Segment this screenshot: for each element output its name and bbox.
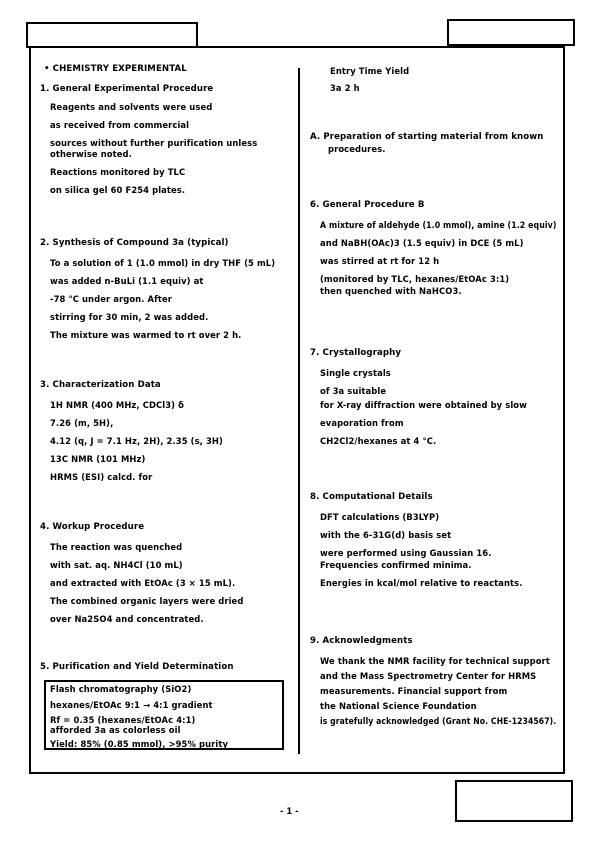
section-line: 13C NMR (101 MHz) xyxy=(50,454,146,464)
column-divider xyxy=(298,68,300,754)
section-line: -78 °C under argon. After xyxy=(50,294,172,304)
section-line: HRMS (ESI) calcd. for xyxy=(50,472,153,482)
section-line: of 3a suitable xyxy=(320,386,387,396)
header-tab-right xyxy=(447,19,575,46)
yield-box xyxy=(44,680,284,750)
section-line: for X-ray diffraction were obtained by slow xyxy=(320,400,527,410)
section-line: afforded 3a as colorless oil xyxy=(50,725,181,735)
section-line: (monitored by TLC, hexanes/EtOAc 3:1) xyxy=(320,274,510,284)
section-line: sources without further purification unless xyxy=(50,138,258,148)
section-line: The mixture was warmed to rt over 2 h. xyxy=(50,330,242,340)
section-line: was stirred at rt for 12 h xyxy=(320,256,440,266)
section-heading: 4. Workup Procedure xyxy=(40,522,145,532)
section-heading: 5. Purification and Yield Determination xyxy=(40,662,234,672)
section-line: Reactions monitored by TLC xyxy=(50,167,186,177)
section-heading: 8. Computational Details xyxy=(310,492,433,502)
section-line: the National Science Foundation xyxy=(320,701,477,711)
section-heading: 7. Crystallography xyxy=(310,348,402,358)
section-line: The reaction was quenched xyxy=(50,542,183,552)
section-line: Reagents and solvents were used xyxy=(50,102,213,112)
section-line: To a solution of 1 (1.0 mmol) in dry THF (5 mL) xyxy=(50,258,276,268)
header-tab-left xyxy=(26,22,198,48)
section-line: Energies in kcal/mol relative to reactants. xyxy=(320,578,523,588)
section-heading: 1. General Experimental Procedure xyxy=(40,84,214,94)
section-line: on silica gel 60 F254 plates. xyxy=(50,185,186,195)
document-title: • CHEMISTRY EXPERIMENTAL xyxy=(44,64,187,74)
section-line: 4.12 (q, J = 7.1 Hz, 2H), 2.35 (s, 3H) xyxy=(50,436,223,446)
section-line: is gratefully acknowledged (Grant No. CHE-1234567). xyxy=(320,716,557,726)
section-heading: 9. Acknowledgments xyxy=(310,636,413,646)
section-heading: A. Preparation of starting material from known xyxy=(310,132,544,142)
section-line: as received from commercial xyxy=(50,120,190,130)
section-heading: 2. Synthesis of Compound 3a (typical) xyxy=(40,238,229,248)
section-line: over Na2SO4 and concentrated. xyxy=(50,614,204,624)
section-line: We thank the NMR facility for technical support xyxy=(320,656,550,666)
section-line: Frequencies confirmed minima. xyxy=(320,560,472,570)
section-line: otherwise noted. xyxy=(50,149,132,159)
section-heading: 6. General Procedure B xyxy=(310,200,425,210)
section-line: DFT calculations (B3LYP) xyxy=(320,512,440,522)
section-line: procedures. xyxy=(328,144,386,154)
footer-tab-right xyxy=(455,780,573,822)
section-line: CH2Cl2/hexanes at 4 °C. xyxy=(320,436,437,446)
section-line: were performed using Gaussian 16. xyxy=(320,548,492,558)
section-heading: 3. Characterization Data xyxy=(40,380,161,390)
section-line: A mixture of aldehyde (1.0 mmol), amine (1.2 equiv) xyxy=(320,220,557,230)
section-line: stirring for 30 min, 2 was added. xyxy=(50,312,209,322)
page-number: - 1 - xyxy=(280,806,299,816)
section-line: The combined organic layers were dried xyxy=(50,596,244,606)
section-line: hexanes/EtOAc 9:1 → 4:1 gradient xyxy=(50,700,213,710)
section-line: with the 6-31G(d) basis set xyxy=(320,530,452,540)
section-line: Single crystals xyxy=(320,368,391,378)
table-line: 3a 2 h xyxy=(330,83,360,93)
section-line: was added n-BuLi (1.1 equiv) at xyxy=(50,276,204,286)
section-line: and the Mass Spectrometry Center for HRMS xyxy=(320,671,537,681)
section-line: Yield: 85% (0.85 mmol), >95% purity xyxy=(50,739,229,749)
section-line: 1H NMR (400 MHz, CDCl3) δ xyxy=(50,400,184,410)
section-line: with sat. aq. NH4Cl (10 mL) xyxy=(50,560,183,570)
section-line: measurements. Financial support from xyxy=(320,686,508,696)
section-line: then quenched with NaHCO3. xyxy=(320,286,462,296)
section-line: and NaBH(OAc)3 (1.5 equiv) in DCE (5 mL) xyxy=(320,238,524,248)
section-line: and extracted with EtOAc (3 × 15 mL). xyxy=(50,578,236,588)
section-line: Rf = 0.35 (hexanes/EtOAc 4:1) xyxy=(50,715,196,725)
section-line: 7.26 (m, 5H), xyxy=(50,418,114,428)
section-line: Flash chromatography (SiO2) xyxy=(50,684,192,694)
table-line: Entry Time Yield xyxy=(330,66,410,76)
section-line: evaporation from xyxy=(320,418,404,428)
